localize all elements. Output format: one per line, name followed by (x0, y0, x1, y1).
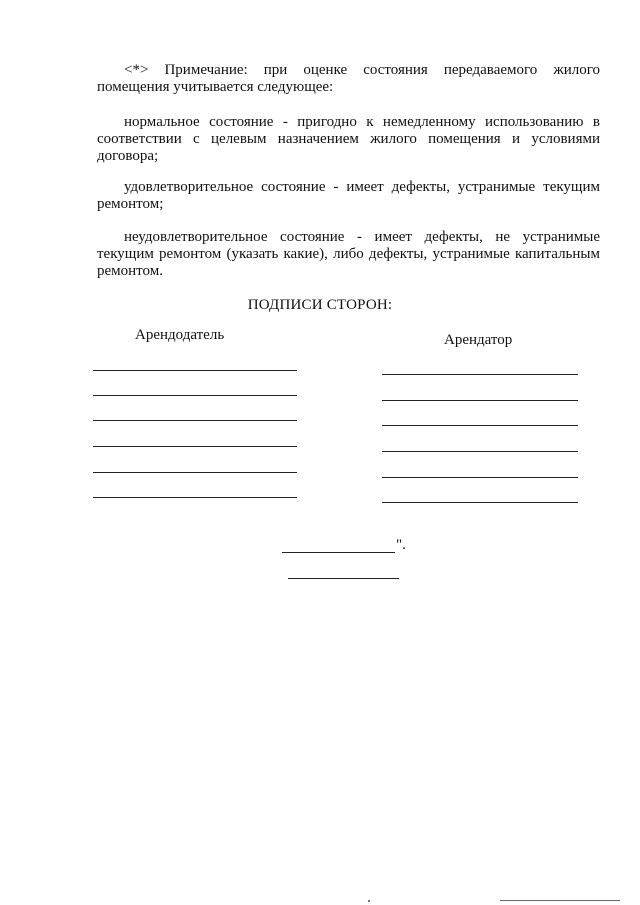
landlord-signature-line (93, 446, 297, 447)
landlord-label: Арендодатель (135, 327, 225, 343)
scan-artifact-line (500, 900, 620, 901)
note-normal-condition: нормальное состояние - пригодно к немедленному использованию в соответствии с целевым назначением жилого помещения и условиями договора; (97, 114, 600, 164)
signatures-heading: ПОДПИСИ СТОРОН: (247, 297, 393, 313)
tenant-signature-line (382, 451, 578, 452)
tenant-label: Арендатор (444, 332, 513, 348)
scan-artifact-dot (368, 900, 370, 902)
landlord-signature-line (93, 395, 297, 396)
note-unsatisfactory-condition: неудовлетворительное состояние - имеет дефекты, не устранимые текущим ремонтом (указать какие), либо дефекты, устранимые капитальным ремонтом. (97, 229, 600, 279)
note-intro: <*> Примечание: при оценке состояния передаваемого жилого помещения учитывается следующее: (97, 62, 600, 95)
secondary-blank-line (288, 578, 399, 579)
closing-quote-mark: ". (396, 537, 406, 553)
tenant-signature-line (382, 477, 578, 478)
tenant-signature-line (382, 502, 578, 503)
tenant-signature-line (382, 374, 578, 375)
landlord-signature-line (93, 472, 297, 473)
date-blank-line (282, 552, 395, 553)
landlord-signature-line (93, 370, 297, 371)
landlord-signature-line (93, 420, 297, 421)
tenant-signature-line (382, 400, 578, 401)
tenant-signature-line (382, 425, 578, 426)
landlord-signature-line (93, 497, 297, 498)
note-satisfactory-condition: удовлетворительное состояние - имеет дефекты, устранимые текущим ремонтом; (97, 179, 600, 212)
